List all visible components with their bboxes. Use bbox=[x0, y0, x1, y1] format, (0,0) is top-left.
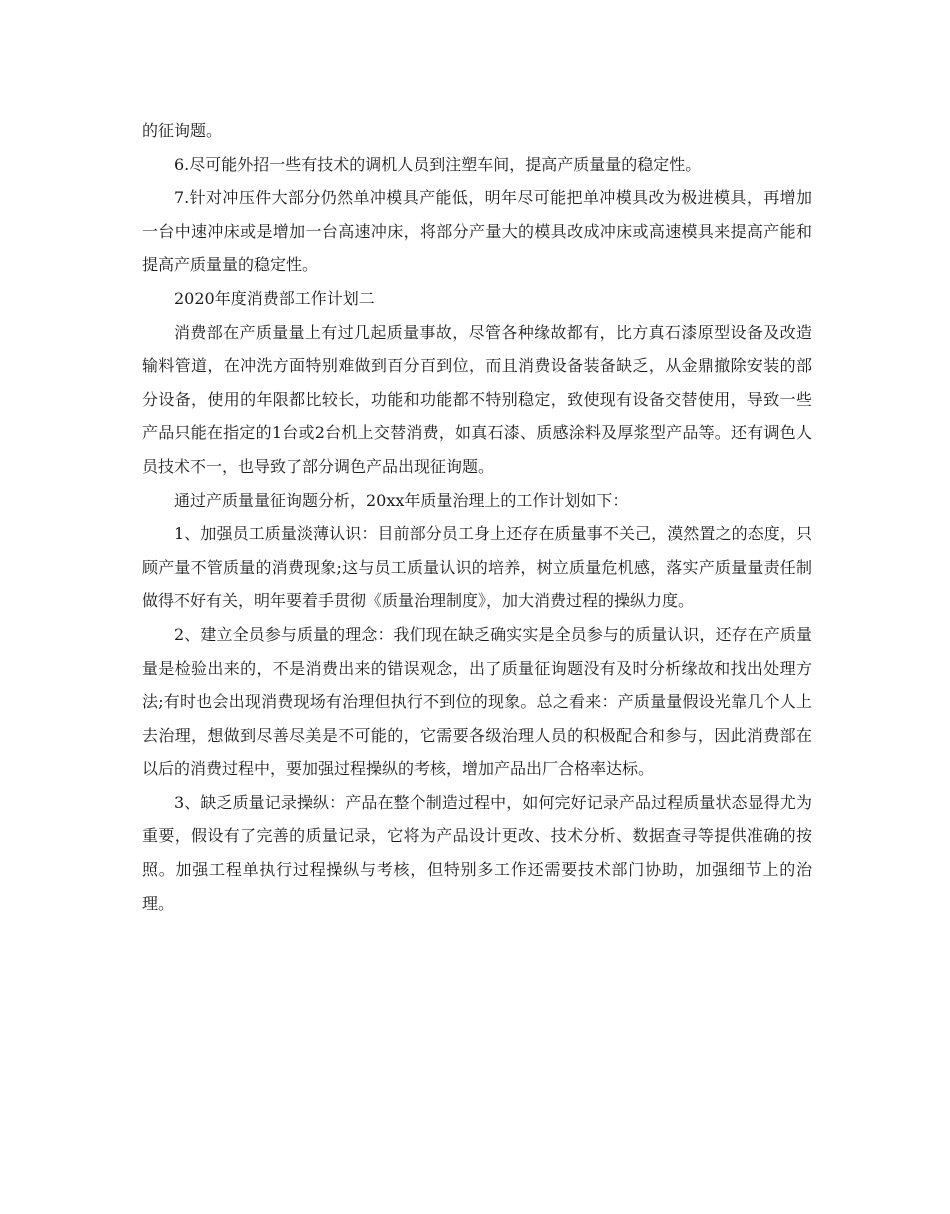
section-heading: 2020年度消费部工作计划二 bbox=[174, 288, 375, 308]
paragraph-item-7: 7.针对冲压件大部分仍然单冲模具产能低，明年尽可能把单冲模具改为极进模具，再增加一台中速冲床或是增加一台高速冲床，将部分产量大的模具改成冲床或高速模具来提高产能和提高产质量量的稳定性。 bbox=[142, 188, 812, 275]
paragraph-point-1: 1、加强员工质量淡薄认识：目前部分员工身上还存在质量事不关己，漠然置之的态度，只顾产量不管质量的消费现象;这与员工质量认识的培养，树立质量危机感，落实产质量量责任制做得不好有关，明年要着手贯彻《质量治理制度》，加大消费过程的操纵力度。 bbox=[142, 524, 812, 611]
paragraph-continuation: 的征询题。 bbox=[142, 121, 223, 140]
paragraph-item-6: 6.尽可能外招一些有技术的调机人员到注塑车间，提高产质量量的稳定性。 bbox=[174, 154, 702, 174]
paragraph-analysis: 通过产质量量征询题分析，20xx年质量治理上的工作计划如下： bbox=[174, 490, 629, 510]
document-body bbox=[142, 114, 812, 920]
paragraph-point-3: 3、缺乏质量记录操纵：产品在整个制造过程中，如何完好记录产品过程质量状态显得尤为重要，假设有了完善的质量记录，它将为产品设计更改、技术分析、数据查寻等提供准确的按照。加强工程单执行过程操纵与考核，但特别多工作还需要技术部门协助，加强细节上的治理。 bbox=[142, 792, 812, 913]
paragraph-intro: 消费部在产质量量上有过几起质量事故，尽管各种缘故都有，比方真石漆原型设备及改造输料管道，在冲洗方面特别难做到百分百到位，而且消费设备装备缺乏，从金鼎撤除安装的部分设备，使用的年限都比较长，功能和功能都不特别稳定，致使现有设备交替使用，导致一些产品只能在指定的1台或2台机上交替消费，如真石漆、质感涂料及厚浆型产品等。还有调色人员技术不一，也导致了部分调色产品出现征询题。 bbox=[142, 322, 812, 476]
paragraph-point-2: 2、建立全员参与质量的理念：我们现在缺乏确实实是全员参与的质量认识，还存在产质量量是检验出来的，不是消费出来的错误观念，出了质量征询题没有及时分析缘故和找出处理方法;有时也会出现消费现场有治理但执行不到位的现象。总之看来：产质量量假设光靠几个人上去治理，想做到尽善尽美是不可能的，它需要各级治理人员的积极配合和参与，因此消费部在以后的消费过程中，要加强过程操纵的考核，增加产品出厂合格率达标。 bbox=[142, 624, 812, 779]
